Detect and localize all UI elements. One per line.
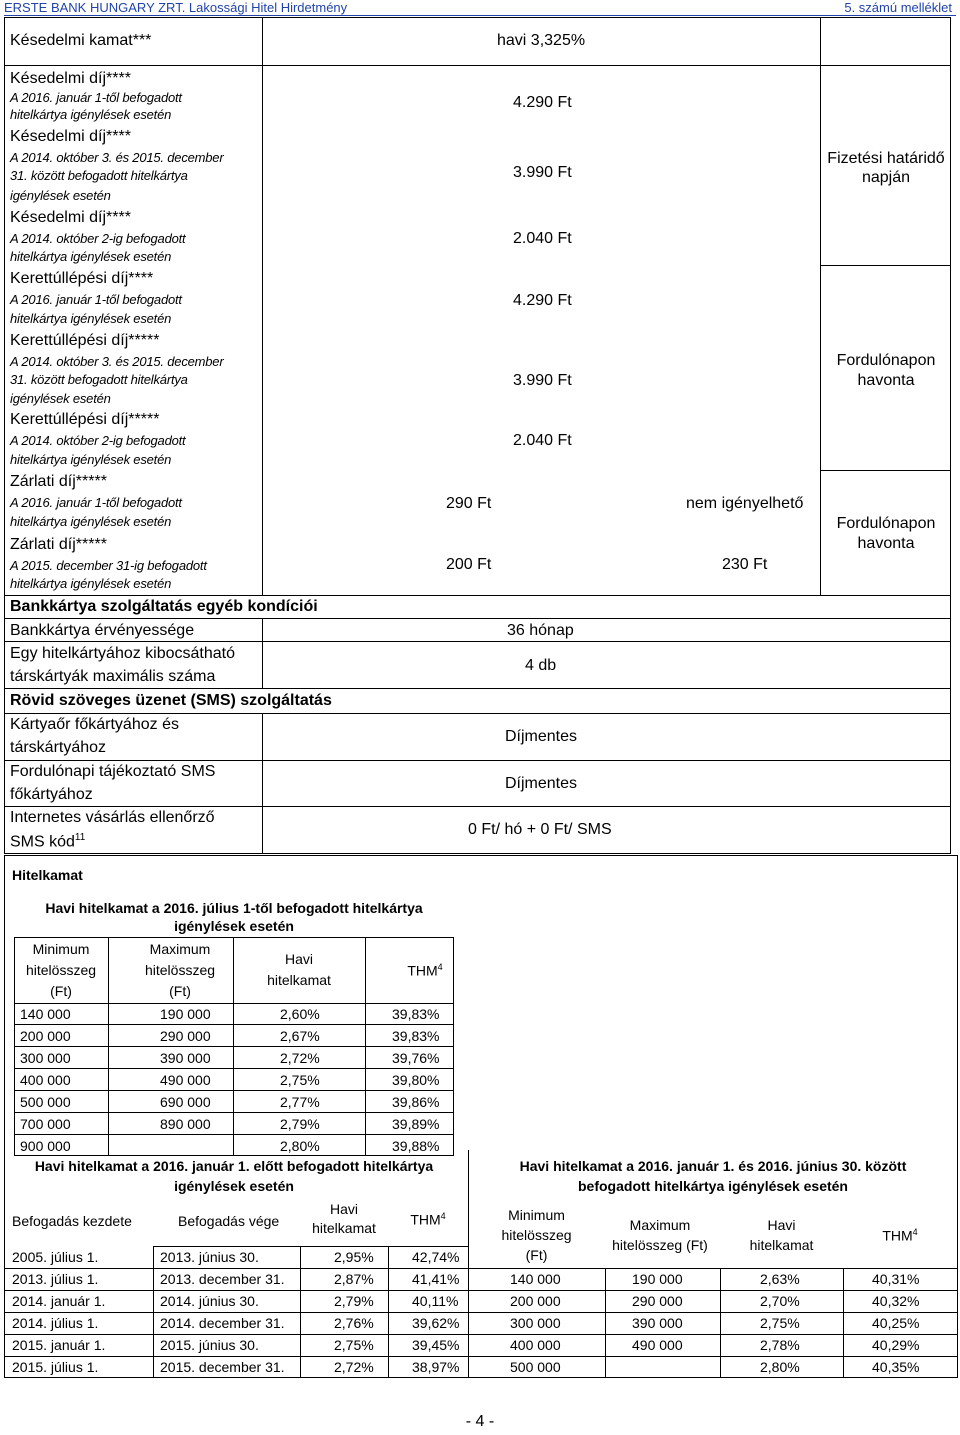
fordulonapon-a-line2: havonta: [857, 372, 915, 389]
kartyaor-value: Díjmentes: [505, 728, 578, 745]
table-cell: 2,80%: [760, 1359, 800, 1375]
table-cell: 40,31%: [872, 1271, 920, 1287]
row-value: 2.040 Ft: [513, 230, 572, 247]
row-value: 4.290 Ft: [513, 292, 572, 309]
page-number: - 4 -: [465, 1413, 495, 1430]
fizetesi-hatarido-line1: Fizetési határidő: [827, 150, 945, 167]
t3-header-thm: THM$^4$: [882, 1227, 918, 1244]
table-cell: 2014. június 30.: [160, 1293, 259, 1309]
kesedelmi-kamat-label: Késedelmi kamat***: [10, 32, 152, 49]
table-cell: 300 000: [510, 1315, 561, 1331]
fordulonapon-b-line1: Fordulónapon: [836, 515, 936, 532]
table-cell: 2,63%: [760, 1271, 800, 1287]
table-cell: 2,87%: [334, 1271, 374, 1287]
internet-sms-value: 0 Ft/ hó + 0 Ft/ SMS: [468, 821, 612, 838]
table-cell: 190 000: [632, 1271, 683, 1287]
table-cell: 2013. július 1.: [12, 1271, 99, 1287]
row-sub: hitelkártya igénylések esetén: [10, 249, 172, 264]
row-value: 2.040 Ft: [513, 432, 572, 449]
table-cell: 2,80%: [280, 1138, 320, 1154]
tarskartya-label-1: Egy hitelkártyához kibocsátható: [10, 645, 236, 662]
table-cell: 39,62%: [412, 1315, 460, 1331]
row-label: Zárlati díj*****: [10, 536, 107, 553]
table-cell: 2015. január 1.: [12, 1337, 106, 1353]
table-cell: 2013. június 30.: [160, 1249, 259, 1265]
row-sub: A 2014. október 3. és 2015. december: [10, 150, 224, 165]
table-cell: 39,45%: [412, 1337, 460, 1353]
table-cell: 2013. december 31.: [160, 1271, 285, 1287]
t1-header-min: Minimum: [32, 941, 90, 957]
table-cell: 390 000: [632, 1315, 683, 1331]
table-cell: 39,76%: [392, 1050, 440, 1066]
table-cell: 39,86%: [392, 1094, 440, 1110]
table-cell: 490 000: [632, 1337, 683, 1353]
document-header-left: ERSTE BANK HUNGARY ZRT. Lakossági Hitel Hirdetmény: [4, 0, 348, 15]
row-label: Zárlati díj*****: [10, 473, 107, 490]
row-sub: 31. között befogadott hitelkártya: [10, 168, 188, 183]
row-sub: hitelkártya igénylések esetén: [10, 452, 172, 467]
t3-title-2: befogadott hitelkártya igénylések esetén: [578, 1178, 848, 1194]
row-label: Késedelmi díj****: [10, 70, 131, 87]
t1-header-havi: hitelkamat: [267, 972, 331, 988]
row-sub: hitelkártya igénylések esetén: [10, 107, 172, 122]
t3-header-max: hitelösszeg (Ft): [612, 1237, 708, 1253]
table-cell: 500 000: [20, 1094, 71, 1110]
table-cell: 2,67%: [280, 1028, 320, 1044]
row-value-1: 200 Ft: [446, 556, 492, 573]
sms-section-title: Rövid szöveges üzenet (SMS) szolgáltatás: [10, 692, 332, 709]
row-value-1: 290 Ft: [446, 495, 492, 512]
t2-title-2: igénylések esetén: [174, 1178, 294, 1194]
table-cell: 2,70%: [760, 1293, 800, 1309]
kesedelmi-kamat-value: havi 3,325%: [497, 32, 586, 49]
table-cell: 40,25%: [872, 1315, 920, 1331]
table-cell: 390 000: [160, 1050, 211, 1066]
table-cell: 40,35%: [872, 1359, 920, 1375]
row-sub: hitelkártya igénylések esetén: [10, 576, 172, 591]
fizetesi-hatarido-line2: napján: [861, 169, 911, 186]
t1-header-min: hitelösszeg: [25, 962, 97, 978]
document-header-right: 5. számú melléklet: [844, 0, 952, 15]
t2-header-thm: THM$^4$: [410, 1211, 446, 1228]
table-cell: 2,72%: [334, 1359, 374, 1375]
t3-header-min: Minimum: [508, 1207, 565, 1223]
table-cell: 490 000: [160, 1072, 211, 1088]
t1-header-max: hitelösszeg: [144, 962, 216, 978]
t1-title-2: igénylések esetén: [174, 918, 294, 934]
row-sub: hitelkártya igénylések esetén: [10, 311, 172, 326]
table-cell: 2014. július 1.: [12, 1315, 99, 1331]
table-cell: 140 000: [20, 1006, 71, 1022]
row-sub: A 2014. október 3. és 2015. december: [10, 354, 224, 369]
fordulonapi-sms-label-2: főkártyához: [10, 786, 93, 803]
t2-title-1: Havi hitelkamat a 2016. január 1. előtt befogadott hitelkártya: [34, 1158, 434, 1174]
table-cell: 40,11%: [412, 1293, 459, 1309]
table-cell: 2,76%: [334, 1315, 374, 1331]
t1-header-max: (Ft): [169, 983, 191, 999]
table-cell: 2005. július 1.: [12, 1249, 99, 1265]
table-cell: 500 000: [510, 1359, 561, 1375]
bankkartya-section-title: Bankkártya szolgáltatás egyéb kondíciói: [10, 598, 318, 615]
row-label: Kerettúllépési díj*****: [10, 411, 160, 428]
table-cell: 42,74%: [412, 1249, 460, 1265]
row-value: 3.990 Ft: [513, 164, 572, 181]
table-cell: 140 000: [510, 1271, 561, 1287]
table-cell: 2014. december 31.: [160, 1315, 285, 1331]
row-label: Késedelmi díj****: [10, 128, 131, 145]
t2-header-havi: Havi: [329, 1201, 358, 1217]
table-cell: 890 000: [160, 1116, 211, 1132]
table-cell: 41,41%: [412, 1271, 460, 1287]
table-cell: 200 000: [510, 1293, 561, 1309]
row-sub: A 2016. január 1-től befogadott: [10, 495, 182, 510]
row-sub: hitelkártya igénylések esetén: [10, 514, 172, 529]
hitelkamat-title: Hitelkamat: [12, 867, 83, 883]
table-cell: 2,72%: [280, 1050, 320, 1066]
row-label: Késedelmi díj****: [10, 209, 131, 226]
table-cell: 40,29%: [872, 1337, 920, 1353]
t3-header-havi: Havi: [767, 1217, 796, 1233]
table-cell: 290 000: [160, 1028, 211, 1044]
table-cell: 2,75%: [280, 1072, 320, 1088]
kartyaor-label-1: Kártyaőr főkártyához és: [10, 716, 179, 733]
t3-header-havi: hitelkamat: [749, 1237, 814, 1253]
table-cell: 2,75%: [760, 1315, 800, 1331]
table-cell: 2015. június 30.: [160, 1337, 259, 1353]
t1-header-max: Maximum: [149, 941, 211, 957]
table-cell: 690 000: [160, 1094, 211, 1110]
table-cell: 900 000: [20, 1138, 71, 1154]
table-cell: 2,78%: [760, 1337, 800, 1353]
row-sub: A 2015. december 31-ig befogadott: [10, 558, 207, 573]
fordulonapon-a-line1: Fordulónapon: [836, 352, 936, 369]
table-cell: 2,79%: [280, 1116, 320, 1132]
table-cell: 2014. január 1.: [12, 1293, 106, 1309]
ervenyesseg-label: Bankkártya érvényessége: [10, 622, 195, 639]
table-cell: 39,89%: [392, 1116, 440, 1132]
row-sub: igénylések esetén: [10, 188, 111, 203]
table-cell: 39,88%: [392, 1138, 440, 1154]
row-sub: A 2014. október 2-ig befogadott: [10, 433, 186, 448]
tarskartya-label-2: társkártyák maximális száma: [10, 668, 216, 685]
ervenyesseg-value: 36 hónap: [507, 622, 574, 639]
t3-header-min: hitelösszeg: [501, 1227, 572, 1243]
table-cell: 2,95%: [334, 1249, 374, 1265]
t2-header-vege: Befogadás vége: [178, 1213, 280, 1229]
fordulonapi-sms-label-1: Fordulónapi tájékoztató SMS: [10, 763, 216, 780]
table-cell: 190 000: [160, 1006, 211, 1022]
table-cell: 40,32%: [872, 1293, 920, 1309]
table-cell: 2,79%: [334, 1293, 374, 1309]
t3-header-max: Maximum: [629, 1217, 691, 1233]
row-value-2: nem igényelhető: [686, 495, 804, 512]
fordulonapi-sms-value: Díjmentes: [505, 775, 578, 792]
table-cell: 2015. december 31.: [160, 1359, 285, 1375]
internet-sms-label-2: SMS kód$^{11}$: [10, 832, 86, 851]
t1-title-1: Havi hitelkamat a 2016. július 1-től befogadott hitelkártya: [45, 900, 423, 916]
t2-header-kezdet: Befogadás kezdete: [12, 1213, 132, 1229]
row-label: Kerettúllépési díj****: [10, 270, 154, 287]
kartyaor-label-2: társkártyához: [10, 739, 107, 756]
row-sub: A 2016. január 1-től befogadott: [10, 292, 182, 307]
table-cell: 400 000: [20, 1072, 71, 1088]
t3-title-1: Havi hitelkamat a 2016. január 1. és 2016. június 30. között: [519, 1158, 907, 1174]
row-sub: igénylések esetén: [10, 391, 111, 406]
table-cell: 38,97%: [412, 1359, 460, 1375]
table-cell: 39,83%: [392, 1006, 440, 1022]
table-cell: 300 000: [20, 1050, 71, 1066]
t1-header-thm: THM$^4$: [407, 962, 443, 979]
row-value-2: 230 Ft: [722, 556, 768, 573]
row-sub: A 2014. október 2-ig befogadott: [10, 231, 186, 246]
row-label: Kerettúllépési díj*****: [10, 332, 160, 349]
table-cell: 2015. július 1.: [12, 1359, 99, 1375]
table-cell: 290 000: [632, 1293, 683, 1309]
table-cell: 400 000: [510, 1337, 561, 1353]
t1-header-havi: Havi: [284, 951, 313, 967]
table-cell: 2,75%: [334, 1337, 374, 1353]
row-value: 4.290 Ft: [513, 94, 572, 111]
internet-sms-label-1: Internetes vásárlás ellenőrző: [10, 809, 215, 826]
table-cell: 2,77%: [280, 1094, 320, 1110]
row-sub: 31. között befogadott hitelkártya: [10, 372, 188, 387]
header-rule: [4, 15, 956, 16]
tarskartya-value: 4 db: [525, 657, 557, 674]
t3-header-min: (Ft): [525, 1247, 548, 1263]
row-value: 3.990 Ft: [513, 372, 572, 389]
t2-header-havi: hitelkamat: [312, 1220, 376, 1236]
row-sub: A 2016. január 1-től befogadott: [10, 90, 182, 105]
table-cell: 700 000: [20, 1116, 71, 1132]
table-cell: 39,83%: [392, 1028, 440, 1044]
table-cell: 39,80%: [392, 1072, 440, 1088]
fordulonapon-b-line2: havonta: [857, 535, 915, 552]
table-cell: 200 000: [20, 1028, 71, 1044]
table-cell: 2,60%: [280, 1006, 320, 1022]
t1-header-min: (Ft): [50, 983, 72, 999]
